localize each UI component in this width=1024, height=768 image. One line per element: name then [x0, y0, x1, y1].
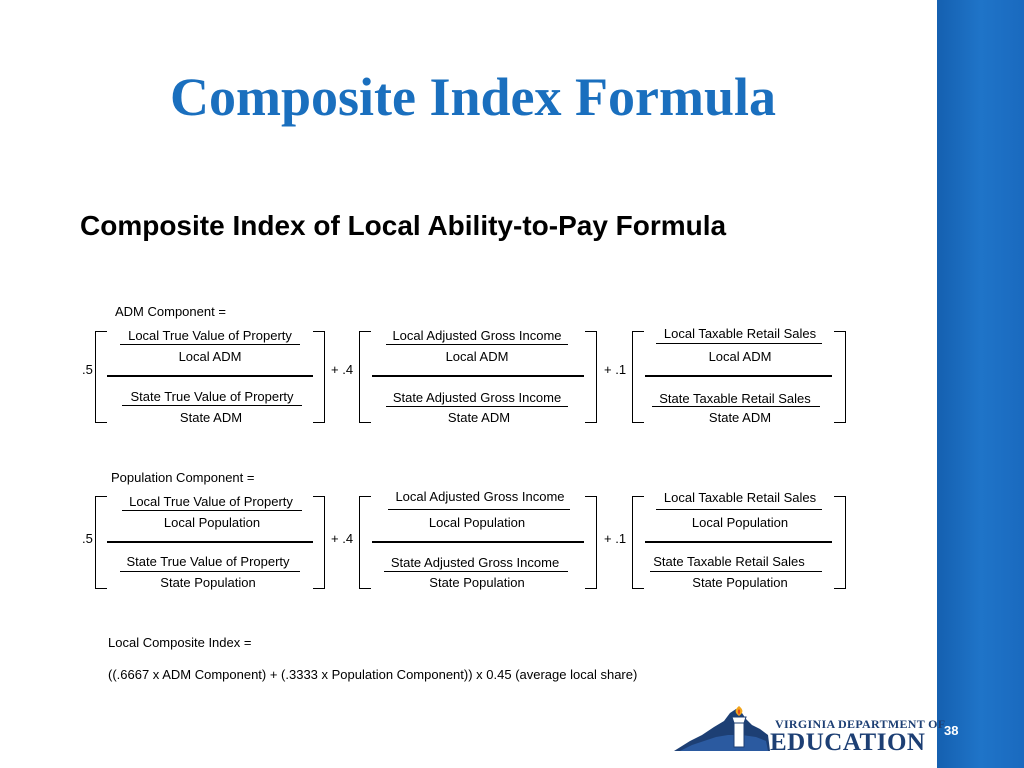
- pop-term2-right-bracket: [585, 496, 597, 589]
- pop-term2-state-numerator: State Adjusted Gross Income: [390, 555, 560, 570]
- page-title: Composite Index Formula: [170, 67, 776, 127]
- adm-term1-state-denominator: State ADM: [179, 410, 243, 425]
- pop-term1-local-rule: [122, 510, 302, 511]
- adm-term3-local-denominator: Local ADM: [708, 349, 772, 364]
- population-component-label: Population Component =: [111, 470, 255, 485]
- pop-term1-state-denominator: State Population: [160, 575, 256, 590]
- adm-term3-local-numerator: Local Taxable Retail Sales: [663, 326, 817, 341]
- adm-term2-state-numerator: State Adjusted Gross Income: [392, 390, 562, 405]
- adm-coef-1: .5: [82, 362, 93, 377]
- adm-term3-state-rule: [652, 406, 820, 407]
- logo-text-line2: EDUCATION: [770, 729, 926, 756]
- adm-term3-left-bracket: [632, 331, 644, 423]
- adm-term3-state-numerator: State Taxable Retail Sales: [659, 391, 811, 406]
- pop-term3-left-bracket: [632, 496, 644, 589]
- pop-term3-state-numerator: State Taxable Retail Sales: [653, 554, 805, 569]
- virginia-state-torch-logo-icon: [672, 705, 772, 755]
- adm-term1-local-numerator: Local True Value of Property: [128, 328, 292, 343]
- adm-coef-3: + .1: [604, 362, 627, 377]
- subtitle: Composite Index of Local Ability-to-Pay Formula: [80, 210, 727, 241]
- adm-term3-fraction-bar: [645, 375, 832, 377]
- adm-term2-local-rule: [386, 344, 568, 345]
- adm-term2-local-numerator: Local Adjusted Gross Income: [392, 328, 562, 343]
- pop-term1-local-numerator: Local True Value of Property: [129, 494, 293, 509]
- right-sidebar: [937, 0, 1024, 768]
- pop-term1-left-bracket: [95, 496, 107, 589]
- adm-term3-local-rule: [656, 343, 822, 344]
- pop-coef-3: + .1: [604, 531, 627, 546]
- local-composite-formula: ((.6667 x ADM Component) + (.3333 x Population Component)) x 0.45 (average local share): [108, 667, 638, 682]
- pop-term1-right-bracket: [313, 496, 325, 589]
- pop-term2-local-denominator: Local Population: [428, 515, 526, 530]
- pop-term2-local-rule: [388, 509, 570, 510]
- adm-term1-local-denominator: Local ADM: [178, 349, 242, 364]
- pop-term2-local-numerator: Local Adjusted Gross Income: [395, 489, 565, 504]
- adm-term1-right-bracket: [313, 331, 325, 423]
- adm-term1-local-rule: [120, 344, 300, 345]
- adm-term2-local-denominator: Local ADM: [445, 349, 509, 364]
- pop-coef-1: .5: [82, 531, 93, 546]
- adm-term2-right-bracket: [585, 331, 597, 423]
- pop-term1-fraction-bar: [107, 541, 313, 543]
- adm-term3-right-bracket: [834, 331, 846, 423]
- pop-term3-state-rule: [650, 571, 822, 572]
- pop-term3-fraction-bar: [645, 541, 832, 543]
- adm-term1-fraction-bar: [107, 375, 313, 377]
- local-composite-label: Local Composite Index =: [108, 635, 252, 650]
- pop-term3-local-numerator: Local Taxable Retail Sales: [663, 490, 817, 505]
- adm-term2-state-rule: [386, 406, 568, 407]
- pop-term3-local-denominator: Local Population: [691, 515, 789, 530]
- pop-term2-state-rule: [384, 571, 568, 572]
- adm-term2-state-denominator: State ADM: [447, 410, 511, 425]
- pop-term1-state-rule: [120, 571, 300, 572]
- adm-term1-left-bracket: [95, 331, 107, 423]
- adm-component-label: ADM Component =: [115, 304, 226, 319]
- adm-term3-state-denominator: State ADM: [708, 410, 772, 425]
- pop-term1-local-denominator: Local Population: [163, 515, 261, 530]
- pop-term3-state-denominator: State Population: [692, 575, 788, 590]
- adm-term2-left-bracket: [359, 331, 371, 423]
- page-number: 38: [944, 723, 959, 738]
- pop-term2-state-denominator: State Population: [429, 575, 525, 590]
- adm-term1-state-numerator: State True Value of Property: [130, 389, 294, 404]
- logo-text-line1: VIRGINIA DEPARTMENT OF: [775, 717, 946, 731]
- adm-term1-state-rule: [122, 405, 302, 406]
- pop-term2-fraction-bar: [372, 541, 584, 543]
- pop-coef-2: + .4: [331, 531, 354, 546]
- pop-term3-right-bracket: [834, 496, 846, 589]
- adm-term2-fraction-bar: [372, 375, 584, 377]
- pop-term3-local-rule: [656, 509, 822, 510]
- pop-term2-left-bracket: [359, 496, 371, 589]
- adm-coef-2: + .4: [331, 362, 354, 377]
- pop-term1-state-numerator: State True Value of Property: [126, 554, 290, 569]
